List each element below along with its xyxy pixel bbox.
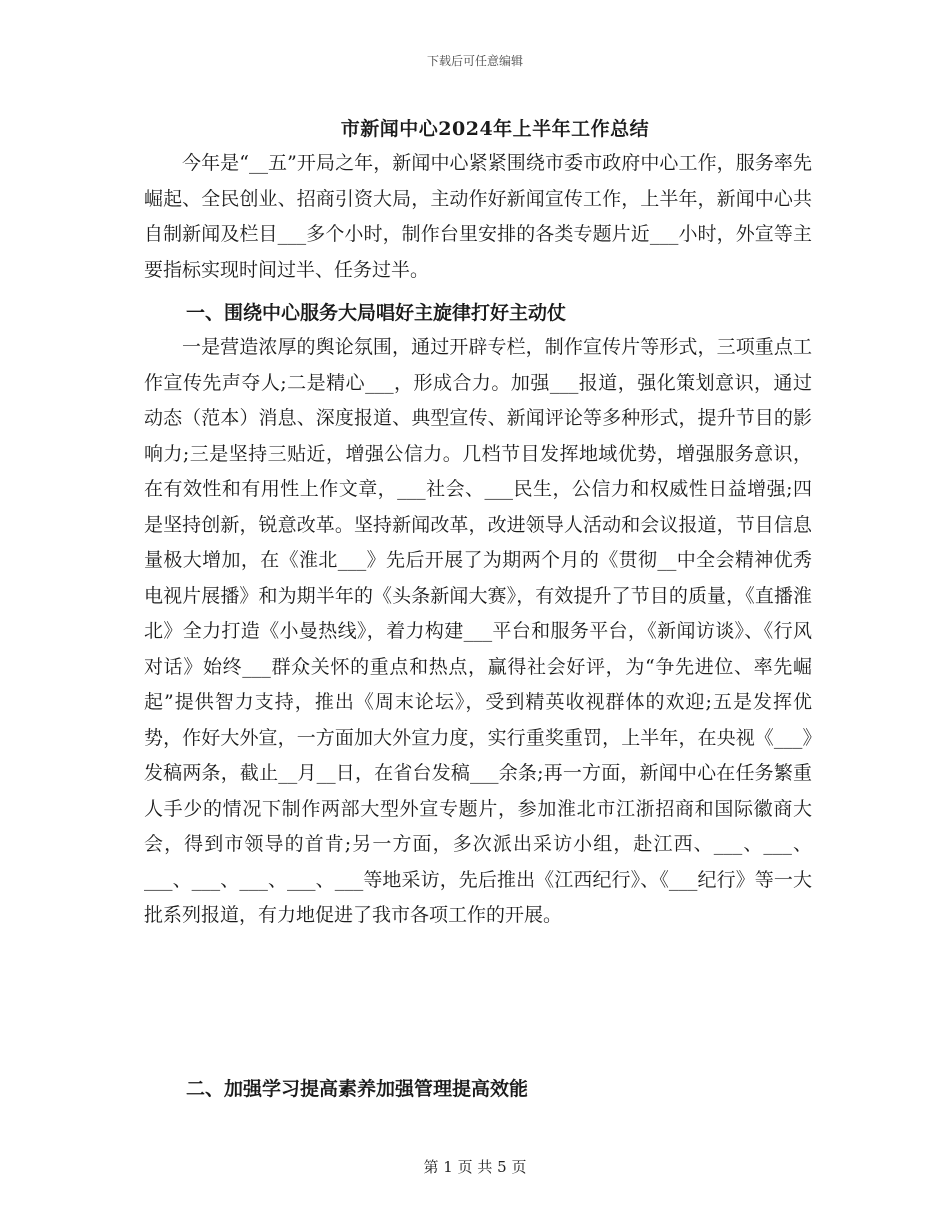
section-1-paragraph: 一是营造浓厚的舆论氛围，通过开辟专栏，制作宣传片等形式，三项重点工作宣传先声夺人;二是精心___，形成合力。加强___报道，强化策划意识，通过动态（范本）消息、深度报道、典型宣传、新闻评论等多种形式，提升节目的影响力;三是坚持三贴近，增强公信力。几档节目发挥地域优势，增强服务意识，在有效性和有用性上作文章，___社会、___民生，公信力和权威性日益增强;四是坚持创新，锐意改革。坚持新闻改革，改进领导人活动和会议报道，节目信息量极大增加，在《淮北___》先后开展了为期两个月的《贯彻__中全会精神优秀电视片展播》和为期半年的《头条新闻大赛》，有效提升了节目的质量，《直播淮北》全力打造《小曼热线》，着力构建___平台和服务平台，《新闻访谈》、《行风对话》始终___群众关怀的重点和热点，赢得社会好评，为“争先进位、率先崛起”提供智力支持，推出《周末论坛》，受到精英收视群体的欢迎;五是发挥优势，作好大外宣，一方面加大外宣力度，实行重奖重罚，上半年，在央视《___》发稿两条，截止__月__日，在省台发稿___余条;再一方面，新闻中心在任务繁重人手少的情况下制作两部大型外宣专题片，参加淮北市江浙招商和国际徽商大会，得到市领导的首肯;另一方面，多次派出采访小组，赴江西、___、___、___、___、___、___、___等地采访，先后推出《江西纪行》、《___纪行》等一大批系列报道，有力地促进了我市各项工作的开展。 [144,336,812,926]
intro-paragraph-block [144,146,812,288]
section-1-heading: 一、围绕中心服务大局唱好主旋律打好主动仗 [186,302,567,324]
document-title: 市新闻中心2024年上半年工作总结 [340,118,650,140]
page-header-note: 下载后可任意编辑 [426,54,523,68]
intro-paragraph: 今年是“__五”开局之年，新闻中心紧紧围绕市委市政府中心工作，服务率先崛起、全民创业、招商引资大局，主动作好新闻宣传工作，上半年，新闻中心共自制新闻及栏目___多个小时，制作台里安排的各类专题片近___小时，外宣等主要指标实现时间过半、任务过半。 [144,152,812,281]
page-number-footer: 第 1 页 共 5 页 [423,1158,527,1176]
section-2-heading: 二、加强学习提高素养加强管理提高效能 [186,1078,529,1100]
section-1-body-block [144,330,812,934]
